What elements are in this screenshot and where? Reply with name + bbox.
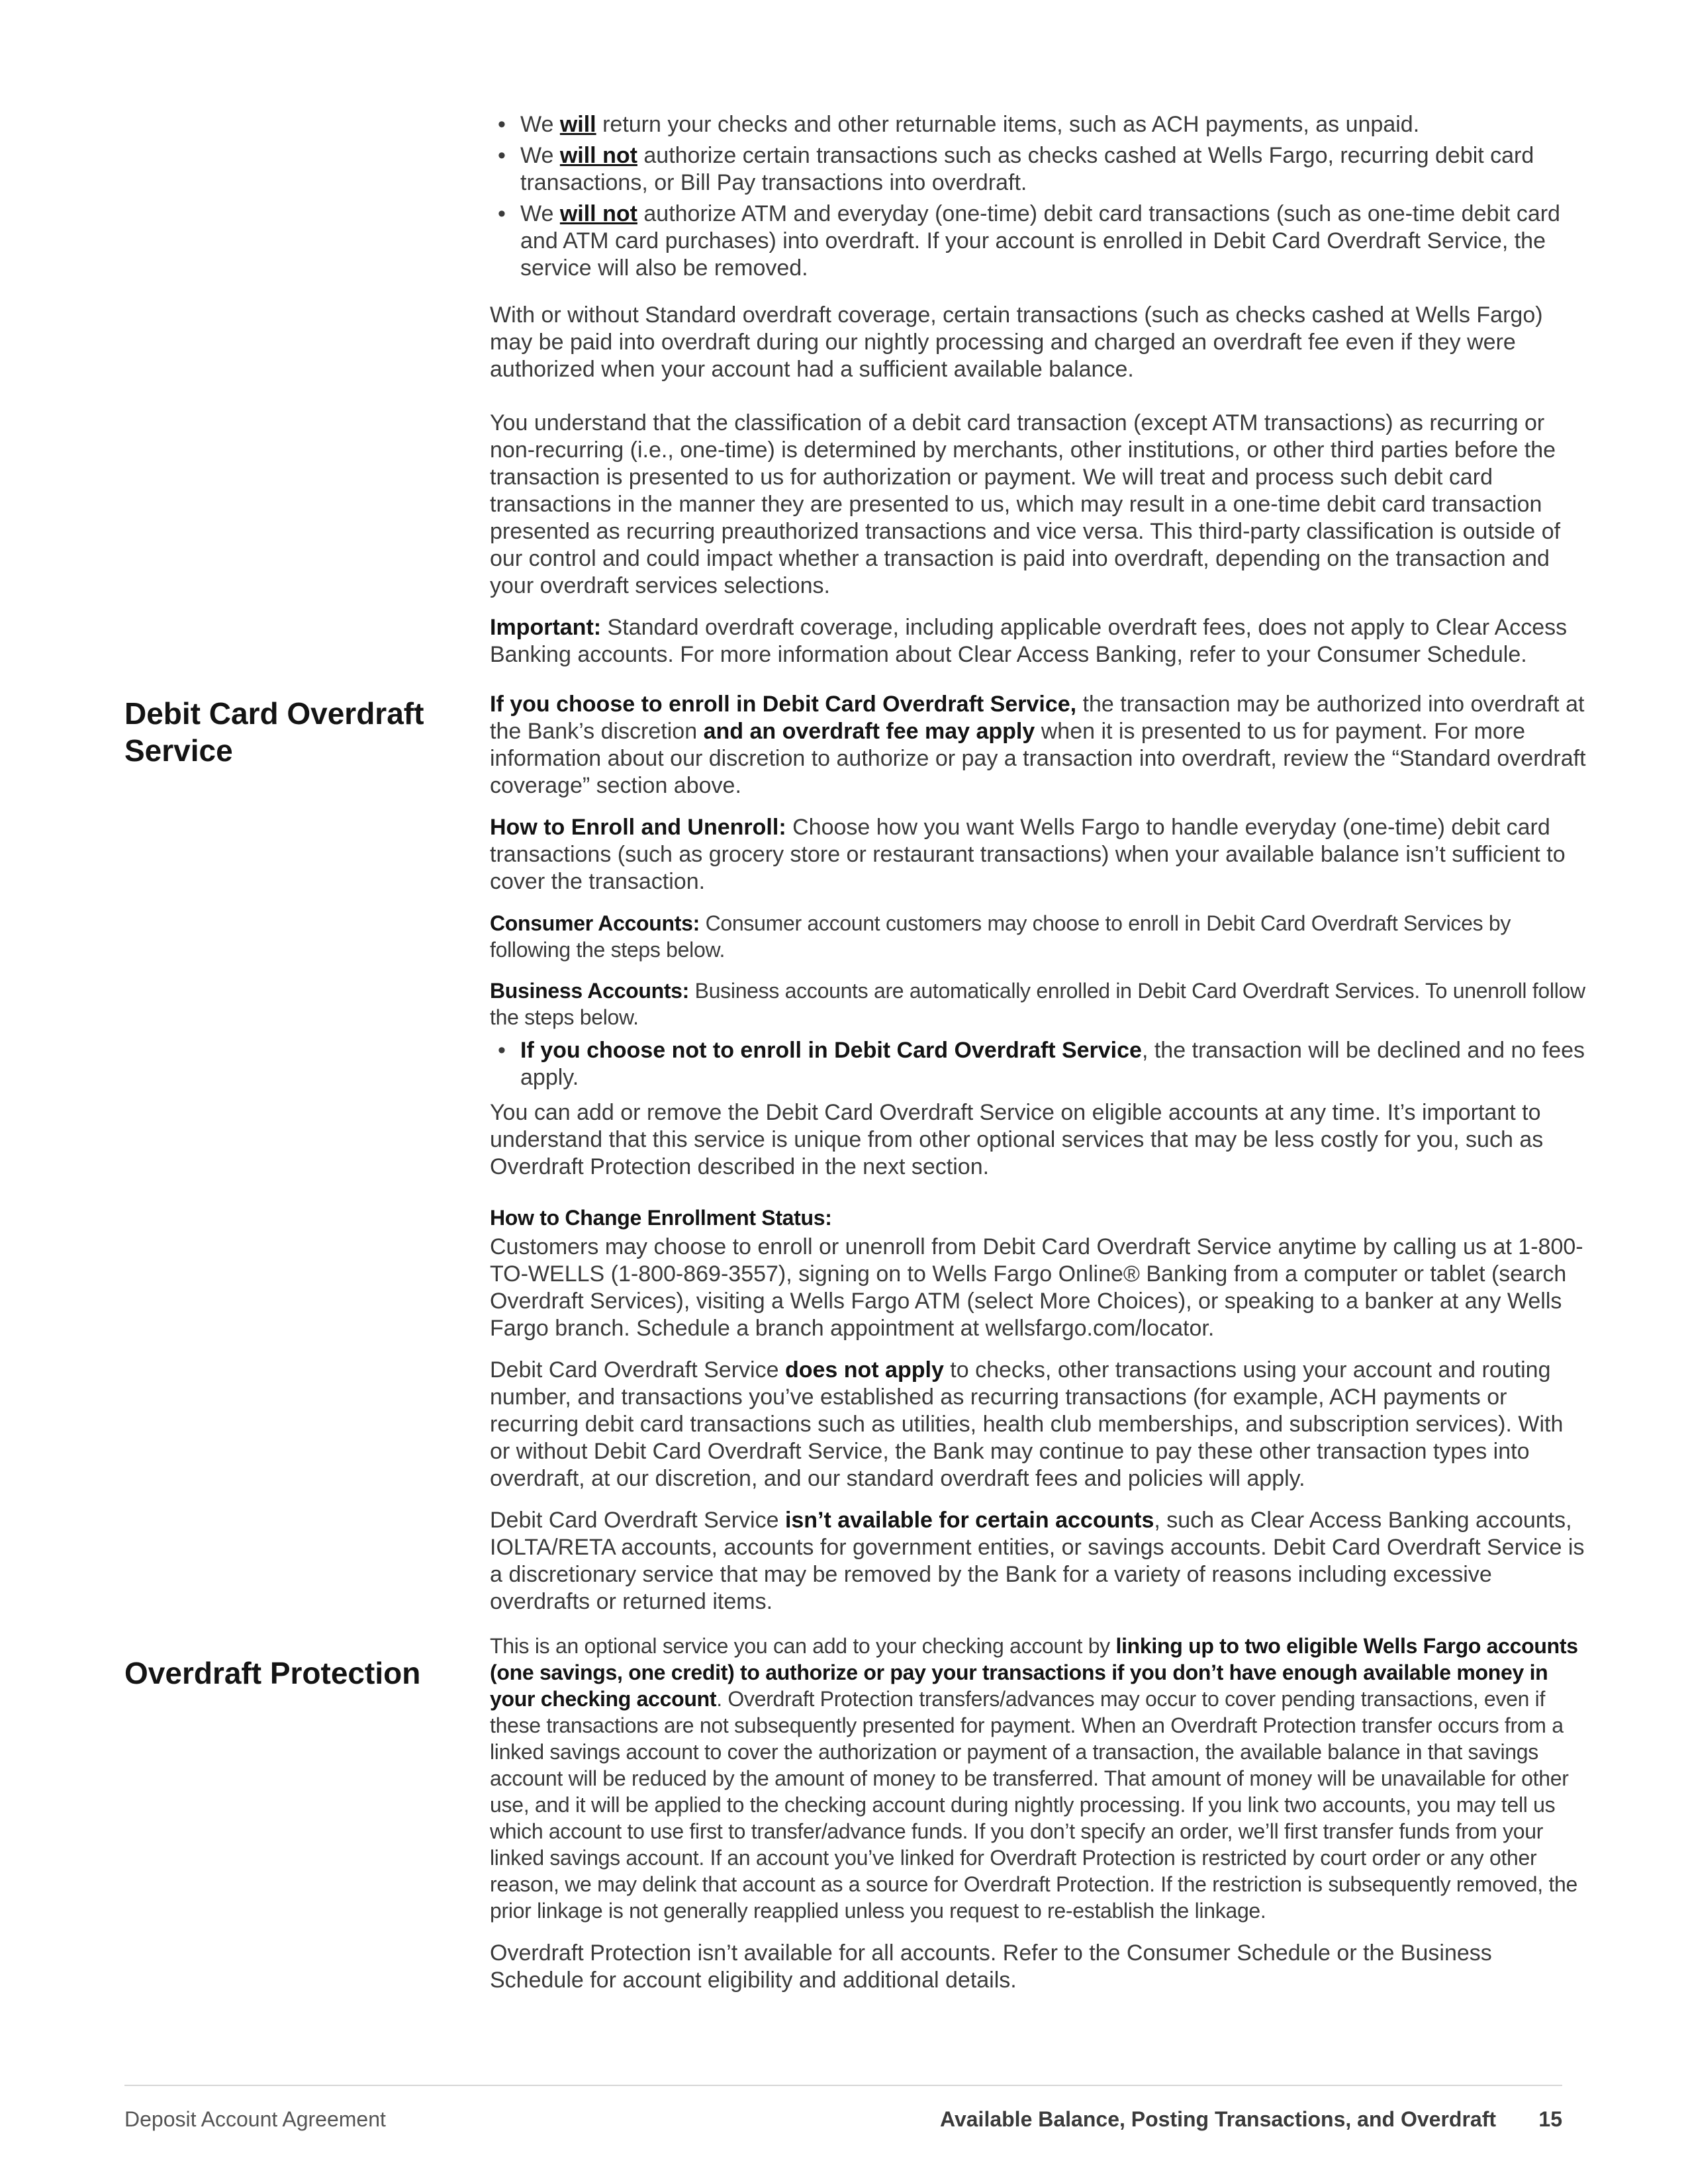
para-classification: You understand that the classification of a debit card transaction (except ATM transactions) as recurring or non-recurring (i.e., one-time) is determined by merchants, other institutions, or other third parties before the transaction is presented to us for authorization or payment. We will treat and process such debit card transactions in the manner they are presented to us, which may result in a one-time debit card transaction presented as recurring preauthorized transactions and vice versa. This third-party classification is outside of our control and could impact whether a transaction is paid into overdraft, depending on the transaction and your overdraft services selections. [490, 410, 1561, 598]
para-overdraft-protection: This is an optional service you can add to your checking account by linking up to two eligible Wells Fargo accounts (one savings, one credit) to authorize or pay your transactions if you don’t have enough available money in your checking account. Overdraft Protection transfers/advances may occur to cover pending transactions, even if these transactions are not subsequently presented for payment. When an Overdraft Protection transfer occurs from a linked savings account to cover the authorization or payment of a transaction, the available balance in that savings account will be reduced by the amount of money to be transferred. That amount of money will be unavailable for other use, and it will be applied to the checking account during nightly processing. If you link two accounts, you may tell us which account to use first to transfer/advance funds. If you don’t specify an order, we’ll first transfer funds from your linked savings account. If an account you’ve linked for Overdraft Protection is restricted by court order or any other reason, we may delink that account as a source for Overdraft Protection. If the restriction is subsequently removed, the prior linkage is not generally reapplied unless you request to re-establish the linkage. [490, 1634, 1578, 1923]
footer-divider [124, 2085, 1562, 2086]
bullet-item: • We will not authorize ATM and everyday (one-time) debit card transactions (such as one-time debit card and ATM card purchases) into overdraft. If your account is enrolled in Debit Card Overdraft Service, the service will also be removed. [490, 201, 1589, 282]
para-odp-availability: Overdraft Protection isn’t available for all accounts. Refer to the Consumer Schedule or the Business Schedule for account eligibility and additional details. [490, 1940, 1492, 1993]
bullet-item: • We will not authorize certain transactions such as checks cashed at Wells Fargo, recurring debit card transactions, or Bill Pay transactions into overdraft. [490, 142, 1589, 197]
bullet-item: • We will return your checks and other returnable items, such as ACH payments, as unpaid. [490, 111, 1589, 138]
not-enroll-bullet-list [490, 1037, 1589, 1091]
para-how-to-enroll: How to Enroll and Unenroll: Choose how you want Wells Fargo to handle everyday (one-time) debit card transactions (such as grocery store or restaurant transactions) when your available balance isn’t sufficient to cover the transaction. [490, 815, 1566, 894]
footer-page-number: 15 [1538, 2107, 1562, 2131]
para-change-enrollment: Customers may choose to enroll or unenroll from Debit Card Overdraft Service anytime by calling us at 1-800-TO-WELLS (1-800-869-3557), signing on to Wells Fargo Online® Banking from a computer or tablet (search Overdraft Services), visiting a Wells Fargo ATM (select More Choices), or speaking to a banker at any Wells Fargo branch. Schedule a branch appointment at wellsfargo.com/locator. [490, 1234, 1583, 1341]
para-consumer-accounts: Consumer Accounts: Consumer account customers may choose to enroll in Debit Card Overdraft Services by following the steps below. [490, 911, 1511, 962]
para-with-or-without: With or without Standard overdraft coverage, certain transactions (such as checks cashed at Wells Fargo) may be paid into overdraft during our nightly processing and charged an overdraft fee even if they were authorized when your account had a sufficient available balance. [490, 302, 1543, 382]
odp-heading: Overdraft Protection [124, 1656, 421, 1690]
para-dcos-enroll: If you choose to enroll in Debit Card Overdraft Service, the transaction may be authorized into overdraft at the Bank’s discretion and an overdraft fee may apply when it is presented to us for payment. For more information about our discretion to authorize or pay a transaction into overdraft, review the “Standard overdraft coverage” section above. [490, 692, 1586, 798]
dcos-heading [124, 695, 436, 769]
footer-document-title: Deposit Account Agreement [124, 2107, 386, 2131]
top-bullet-list [490, 111, 1589, 282]
para-important: Important: Standard overdraft coverage, including applicable overdraft fees, does not apply to Clear Access Banking accounts. For more information about Clear Access Banking, refer to your Consumer Schedule. [490, 615, 1568, 667]
para-add-remove: You can add or remove the Debit Card Overdraft Service on eligible accounts at any time. It’s important to understand that this service is unique from other optional services that may be less costly for you, such as Overdraft Protection described in the next section. [490, 1100, 1544, 1179]
para-not-available: Debit Card Overdraft Service isn’t available for certain accounts, such as Clear Access Banking accounts, IOLTA/RETA accounts, accounts for government entities, or savings accounts. Debit Card Overdraft Service is a discretionary service that may be removed by the Bank for a variety of reasons including excessive overdrafts or returned items. [490, 1508, 1585, 1614]
dcos-heading-line1: Debit Card Overdraft [124, 696, 424, 731]
bullet-item: • If you choose not to enroll in Debit Card Overdraft Service, the transaction will be declined and no fees apply. [490, 1037, 1589, 1091]
para-business-accounts: Business Accounts: Business accounts are automatically enrolled in Debit Card Overdraft Services. To unenroll follow the steps below. [490, 979, 1585, 1029]
para-does-not-apply: Debit Card Overdraft Service does not apply to checks, other transactions using your account and routing number, and transactions you’ve established as recurring transactions (for example, ACH payments or recurring debit card transactions such as utilities, health club memberships, and subscription services). With or without Debit Card Overdraft Service, the Bank may continue to pay these other transaction types into overdraft, at our discretion, and our standard overdraft fees and policies will apply. [490, 1357, 1564, 1491]
dcos-heading-line2: Service [124, 733, 233, 768]
footer-section-title: Available Balance, Posting Transactions, and Overdraft [940, 2107, 1496, 2131]
main-column [490, 111, 1589, 1994]
change-enrollment-heading: How to Change Enrollment Status: [490, 1206, 832, 1230]
